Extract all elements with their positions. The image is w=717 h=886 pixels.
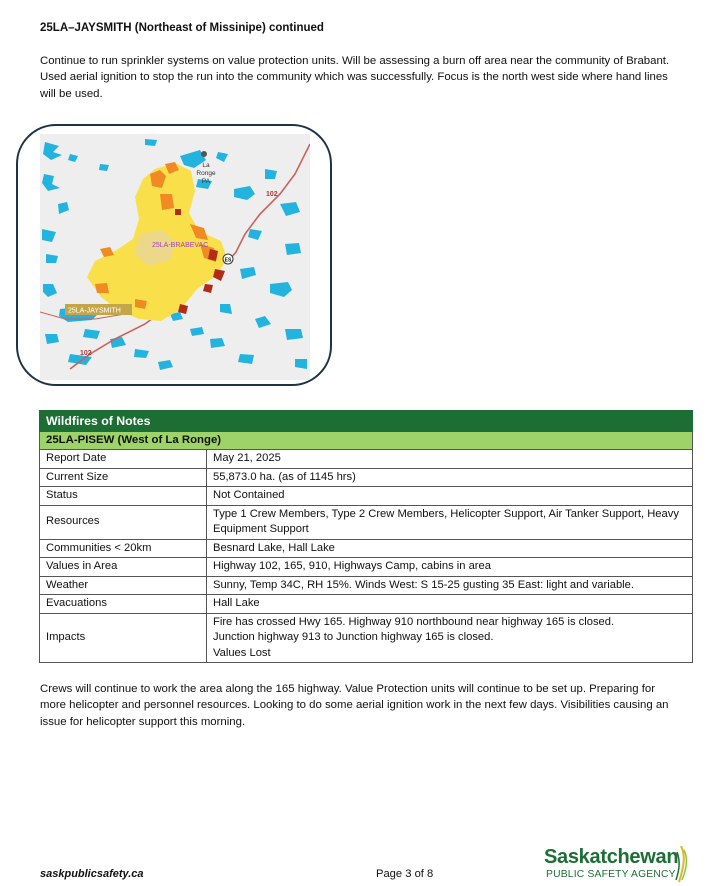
row-value: Highway 102, 165, 910, Highways Camp, cabins in area xyxy=(207,558,693,577)
table-row xyxy=(40,468,693,487)
row-label: Current Size xyxy=(40,468,207,487)
fire-label-jaysmith: 25LA-JAYSMITH xyxy=(68,307,121,315)
table-row xyxy=(40,450,693,469)
update-paragraph: Continue to run sprinkler systems on value protection units. Will be assessing a burn off area near the community of Brabant. Used aerial ignition to stop the run into the community which was successfully. Focus is the north west side where hand lines will be used. xyxy=(40,55,670,100)
row-value xyxy=(207,613,693,663)
fire-label-brabevac: 25LA-BRABEVAC xyxy=(152,242,209,249)
row-label: Report Date xyxy=(40,450,207,469)
section-heading: 25LA–JAYSMITH (Northeast of Missinipe) continued xyxy=(40,22,324,34)
table-row xyxy=(40,595,693,614)
highway-102-label-ne: 102 xyxy=(266,191,278,198)
footer-website: saskpublicsafety.ca xyxy=(40,868,144,880)
table-row xyxy=(40,613,693,663)
wheat-icon xyxy=(673,846,689,884)
table-row xyxy=(40,539,693,558)
closing-paragraph: Crews will continue to work the area along the 165 highway. Value Protection units will continue to be set up. Preparing for more helicopter and personnel resources. Looking to do some aerial ignition work in the next few days. Visibilities causing an issue for helicopter support this morning. xyxy=(40,683,669,728)
table-row xyxy=(40,558,693,577)
logo-line-1: Saskatchewan xyxy=(544,846,679,868)
highway-102-label-sw: 102 xyxy=(80,350,92,357)
row-label: Evacuations xyxy=(40,595,207,614)
row-label: Values in Area xyxy=(40,558,207,577)
fire-name: 25LA-PISEW (West of La Ronge) xyxy=(40,432,693,450)
impact-line: Junction highway 913 to Junction highway 165 is closed. xyxy=(213,631,494,643)
row-label: Status xyxy=(40,487,207,506)
row-label: Weather xyxy=(40,576,207,595)
town-label-line-3: PA xyxy=(201,178,211,185)
page-number: Page 3 of 8 xyxy=(376,868,434,880)
row-value: Sunny, Temp 34C, RH 15%. Winds West: S 15-25 gusting 35 East: light and variable. xyxy=(207,576,693,595)
row-label: Communities < 20km xyxy=(40,539,207,558)
town-label-line-2: Ronge xyxy=(196,170,216,177)
es-marker-label: ES xyxy=(224,257,232,264)
table-row xyxy=(40,576,693,595)
logo-line-2: PUBLIC SAFETY AGENCY xyxy=(546,869,676,880)
row-label: Resources xyxy=(40,505,207,539)
row-value: Besnard Lake, Hall Lake xyxy=(207,539,693,558)
agency-logo xyxy=(542,846,692,884)
table-title: Wildfires of Notes xyxy=(40,411,693,432)
wildfires-of-notes-table xyxy=(39,410,693,663)
row-value: May 21, 2025 xyxy=(207,450,693,469)
row-value: 55,873.0 ha. (as of 1145 hrs) xyxy=(207,468,693,487)
impact-line: Values Lost xyxy=(213,646,271,659)
row-value: Not Contained xyxy=(207,487,693,506)
table-row xyxy=(40,505,693,539)
impact-line: Fire has crossed Hwy 165. Highway 910 northbound near highway 165 is closed. xyxy=(213,615,615,628)
row-value: Type 1 Crew Members, Type 2 Crew Members, Helicopter Support, Air Tanker Support, Heavy Equipment Support xyxy=(207,505,693,539)
town-label-line-1: La xyxy=(202,162,210,169)
row-label: Impacts xyxy=(40,613,207,663)
fire-map-graphic xyxy=(40,134,310,380)
table-row xyxy=(40,487,693,506)
row-value: Hall Lake xyxy=(207,595,693,614)
fire-map xyxy=(16,124,332,386)
